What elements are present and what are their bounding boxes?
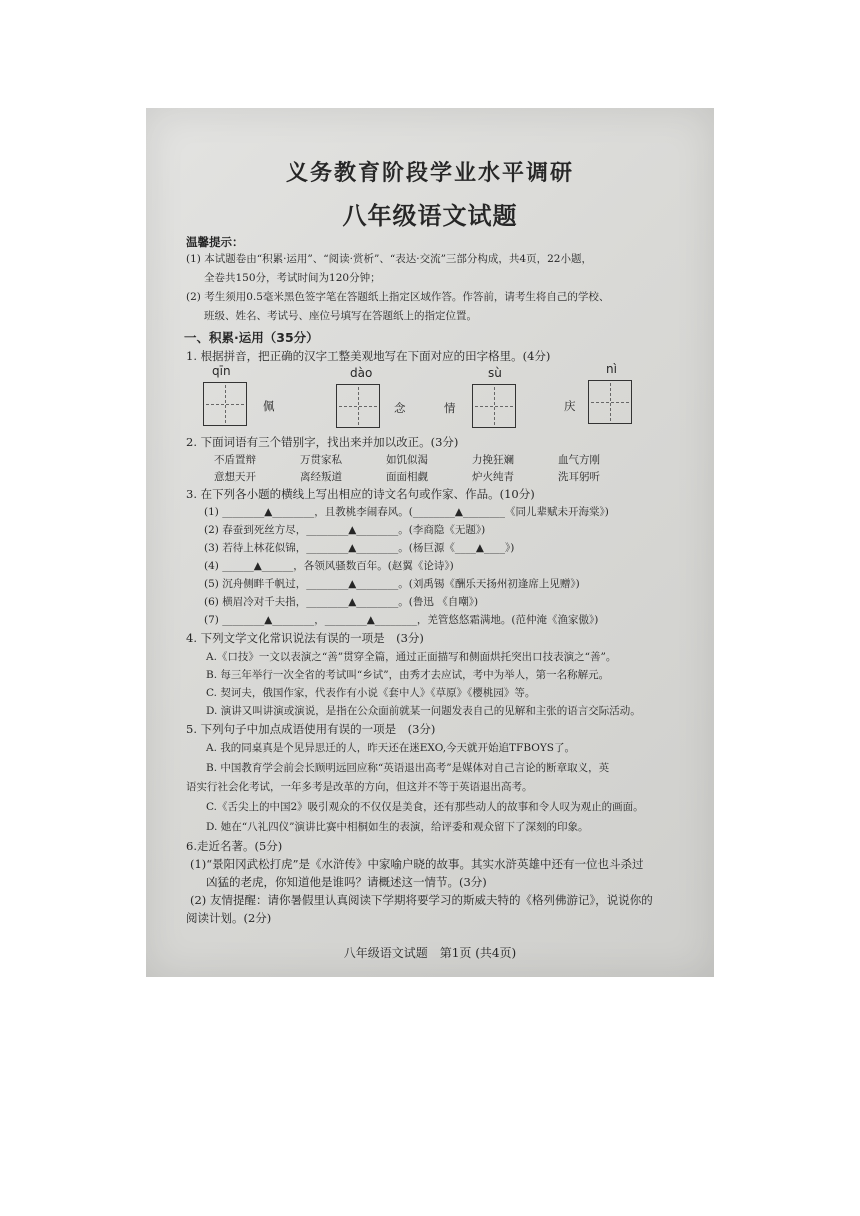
q1-pinyin-1: qīn — [212, 364, 231, 378]
q4-option-d: D. 演讲又叫讲演或演说，是指在公众面前就某一问题发表自己的见解和主张的语言交际活动。 — [206, 705, 641, 717]
q2-word: 血气方刚 — [558, 454, 600, 466]
q6-part-2-line-1: (2) 友情提醒：请你暑假里认真阅读下学期将要学习的斯威夫特的《格列佛游记》，说说你的 — [190, 893, 653, 907]
q6-stem: 6.走近名著。(5分) — [186, 839, 283, 853]
notice-item-2-line-2: 班级、姓名、考试号、座位号填写在答题纸上的指定位置。 — [204, 310, 477, 322]
q2-word: 不盾置辩 — [214, 454, 256, 466]
q2-word: 如饥似渴 — [386, 454, 428, 466]
q1-char-1: 佩 — [263, 399, 275, 413]
q2-word: 意想天开 — [214, 471, 256, 483]
q2-word: 面面相觑 — [386, 471, 428, 483]
q1-pinyin-2: dào — [350, 366, 373, 380]
q1-answer-grid-3[interactable] — [472, 384, 516, 428]
q2-word: 万贯家私 — [300, 454, 342, 466]
q3-item-5: (5) 沉舟侧畔千帆过，________▲________。(刘禹锡《酬乐天扬州初逢席上见赠》) — [204, 578, 580, 590]
exam-title: 义务教育阶段学业水平调研 — [285, 160, 574, 186]
q2-word: 洗耳躬听 — [558, 471, 600, 483]
q4-stem: 4. 下列文学文化常识说法有误的一项是 (3分) — [186, 631, 424, 645]
q1-char-3: 情 — [444, 401, 456, 415]
q6-part-2-line-2: 阅读计划。(2分) — [186, 911, 272, 925]
q1-answer-grid-4[interactable] — [588, 380, 632, 424]
section-heading-1: 一、积累·运用（35分） — [184, 330, 319, 345]
q4-option-b: B. 每三年举行一次全省的考试叫“乡试”，由秀才去应试，考中为举人，第一名称解元。 — [206, 669, 610, 681]
q5-option-b-line-2: 语实行社会化考试，一年多考是改革的方向，但这并不等于英语退出高考。 — [186, 781, 533, 793]
q2-word: 力挽狂斓 — [472, 454, 514, 466]
q1-char-4: 庆 — [564, 399, 576, 413]
notice-item-1-line-2: 全卷共150分，考试时间为120分钟； — [204, 272, 381, 284]
exam-sheet — [146, 108, 714, 977]
q5-option-c: C.《舌尖上的中国2》吸引观众的不仅仅是美食，还有那些动人的故事和令人叹为观止的画面。 — [206, 801, 644, 813]
q2-stem: 2. 下面词语有三个错别字，找出来并加以改正。(3分) — [186, 435, 459, 449]
q5-option-b-line-1: B. 中国教育学会前会长顾明远回应称“英语退出高考”是媒体对自己言论的断章取义，英 — [206, 762, 610, 774]
q2-word: 离经叛道 — [300, 471, 342, 483]
q1-stem: 1. 根据拼音，把正确的汉字工整美观地写在下面对应的田字格里。(4分) — [186, 349, 551, 363]
q6-part-1-line-1: (1)“景阳冈武松打虎”是《水浒传》中家喻户晓的故事。其实水浒英雄中还有一位也斗杀过 — [190, 857, 644, 871]
q1-pinyin-3: sù — [488, 366, 502, 380]
q5-option-d: D. 她在“八礼四仪”演讲比赛中相桐如生的表演，给评委和观众留下了深刻的印象。 — [206, 821, 589, 833]
q1-char-2: 念 — [394, 401, 406, 415]
q2-word-grid — [214, 452, 644, 484]
notice-heading: 温馨提示： — [186, 235, 244, 249]
q2-word: 炉火纯青 — [472, 471, 514, 483]
q4-option-c: C. 契诃夫，俄国作家，代表作有小说《套中人》《草原》《樱桃园》等。 — [206, 687, 536, 699]
q3-item-6: (6) 横眉冷对千夫指，________▲________。(鲁迅 《自嘲》) — [204, 596, 479, 608]
q5-stem: 5. 下列句子中加点成语使用有误的一项是 (3分) — [186, 722, 436, 736]
q3-item-4: (4) ______▲______，各领风骚数百年。(赵翼《论诗》) — [204, 560, 454, 572]
exam-subtitle: 八年级语文试题 — [342, 201, 518, 230]
q1-pinyin-4: nì — [606, 362, 617, 376]
notice-item-1-line-1: (1) 本试题卷由“积累·运用”、“阅读·赏析”、“表达·交流”三部分构成，共4页，22小题， — [186, 253, 592, 265]
q5-option-a: A. 我的同桌真是个见异思迁的人，昨天还在迷EXO,今天就开始追TFBOYS了。 — [206, 742, 575, 754]
q6-part-1-line-2: 凶猛的老虎，你知道他是谁吗？请概述这一情节。(3分) — [206, 875, 487, 889]
q4-option-a: A.《口技》一文以表演之“善”贯穿全篇，通过正面描写和侧面烘托突出口技表演之“善”。 — [206, 651, 617, 663]
q3-item-7: (7) ________▲________，________▲________，羌管悠悠霜满地。(范仲淹《渔家傲》) — [204, 614, 599, 626]
q3-item-2: (2) 春蚕到死丝方尽，________▲________。(李商隐《无题》) — [204, 524, 486, 536]
q3-item-3: (3) 若待上林花似锦，________▲________。(杨巨源《____▲____》) — [204, 542, 515, 554]
notice-item-2-line-1: (2) 考生须用0.5毫米黑色签字笔在答题纸上指定区域作答。作答前，请考生将自己的学校、 — [186, 291, 610, 303]
q3-item-1: (1) ________▲________，且教桃李闹春风。(________▲________《同儿辈赋未开海棠》) — [204, 506, 609, 518]
page-footer: 八年级语文试题 第1页 (共4页) — [343, 946, 517, 960]
q1-answer-grid-2[interactable] — [336, 384, 380, 428]
q3-stem: 3. 在下列各小题的横线上写出相应的诗文名句或作家、作品。(10分) — [186, 487, 535, 501]
q1-answer-grid-1[interactable] — [203, 382, 247, 426]
